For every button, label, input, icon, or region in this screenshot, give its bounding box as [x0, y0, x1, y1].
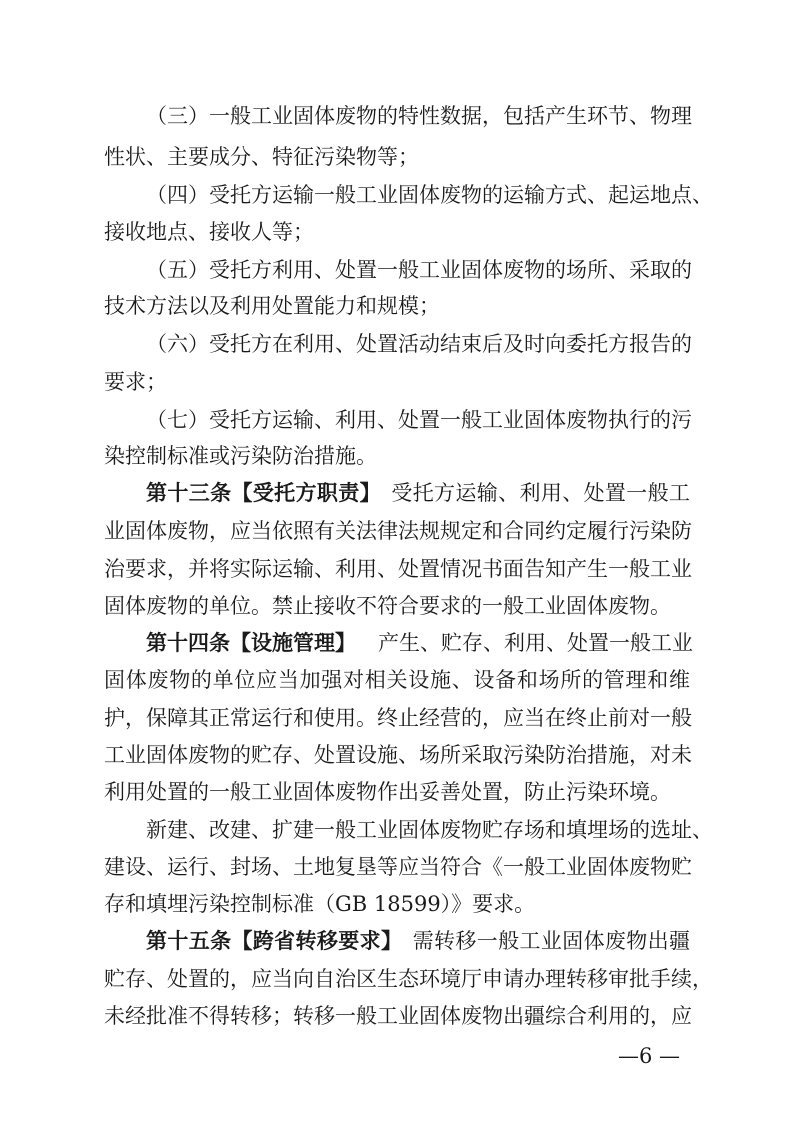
paragraph-line: 护，保障其正常运行和使用。终止经营的，应当在终止前对一般 [104, 706, 692, 730]
article-14-first-line [146, 627, 693, 659]
paragraph-line: （五）受托方利用、处置一般工业固体废物的场所、采取的 [146, 258, 692, 282]
paragraph-text: 受托方运输、利用、处置一般工 [390, 481, 691, 505]
paragraph-line: 固体废物的单位。禁止接收不符合要求的一般工业固体废物。 [104, 594, 671, 618]
paragraph-line: （六）受托方在利用、处置活动结束后及时向委托方报告的 [146, 332, 692, 356]
article-15-first-line [146, 925, 690, 957]
paragraph-line: 接收地点、接收人等； [104, 220, 314, 244]
paragraph-line: 染控制标准或污染防治措施。 [104, 444, 377, 468]
paragraph-line: 技术方法以及利用处置能力和规模； [104, 294, 440, 318]
paragraph-line: 利用处置的一般工业固体废物作出妥善处置，防止污染环境。 [104, 780, 671, 804]
paragraph-line: 性状、主要成分、特征污染物等； [104, 145, 419, 169]
paragraph-text: 产生、贮存、利用、处置一般工业 [378, 631, 693, 655]
page-number: —6 — [618, 1044, 681, 1068]
paragraph-line: 治要求，并将实际运输、利用、处置情况书面告知产生一般工业 [104, 557, 692, 581]
paragraph-line: （四）受托方运输一般工业固体废物的运输方式、起运地点、 [146, 183, 713, 207]
paragraph-line: 新建、改建、扩建一般工业固体废物贮存场和填埋场的选址、 [146, 818, 713, 842]
paragraph-line: 工业固体废物的贮存、处置设施、场所采取污染防治措施，对未 [104, 743, 692, 767]
paragraph-text: 需转移一般工业固体废物出疆 [412, 929, 691, 953]
article-heading: 第十三条【受托方职责】 [146, 481, 381, 505]
paragraph-line: 建设、运行、封场、土地复垦等应当符合《一般工业固体废物贮 [104, 855, 692, 879]
paragraph-line: 存和填埋污染控制标准（GB 18599）》要求。 [104, 892, 536, 916]
paragraph-line: 未经批准不得转移；转移一般工业固体废物出疆综合利用的，应 [104, 1004, 692, 1028]
paragraph-line: 业固体废物，应当依照有关法律法规规定和合同约定履行污染防 [104, 519, 692, 543]
paragraph-line: （三）一般工业固体废物的特性数据，包括产生环节、物理 [146, 104, 692, 128]
paragraph-line: （七）受托方运输、利用、处置一般工业固体废物执行的污 [146, 408, 692, 432]
paragraph-line: 固体废物的单位应当加强对相关设施、设备和场所的管理和维 [104, 668, 690, 692]
paragraph-line: 要求； [104, 370, 167, 394]
article-heading: 第十四条【设施管理】 [146, 631, 356, 655]
paragraph-line: 贮存、处置的，应当向自治区生态环境厅申请办理转移审批手续， [104, 967, 713, 991]
article-heading: 第十五条【跨省转移要求】 [146, 929, 403, 953]
article-13-first-line [146, 477, 690, 509]
